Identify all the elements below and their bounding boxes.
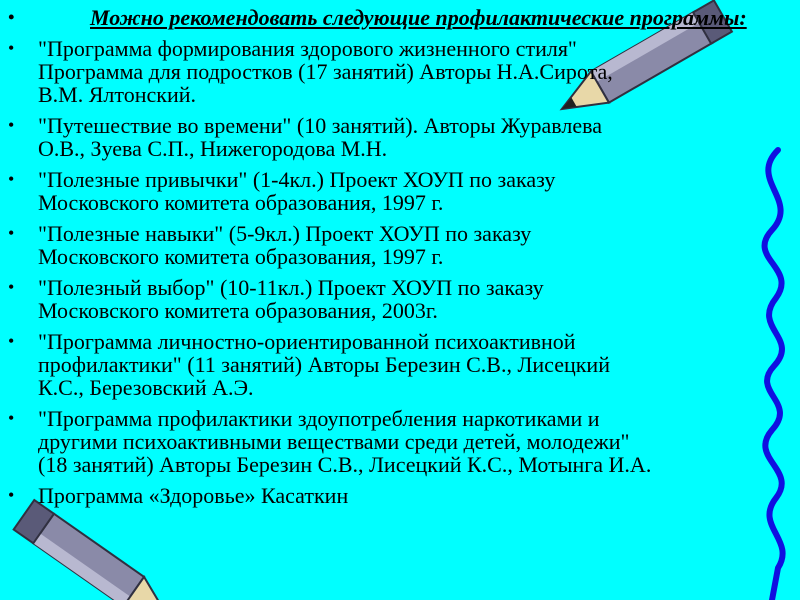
item-line: • Программа «Здоровье» Касаткин xyxy=(38,483,349,508)
item-line: К.С., Березовский А.Э. xyxy=(38,375,254,400)
list-item xyxy=(8,114,798,160)
item-line: (18 занятий) Авторы Березин С.В., Лисецкий К.С., Мотынга И.А. xyxy=(38,452,652,477)
item-line: Московского комитета образования, 2003г. xyxy=(38,298,438,323)
item-line: другими психоактивными веществами среди детей, молодежи" xyxy=(38,429,630,454)
list-item xyxy=(8,37,798,106)
item-line: • "Программа формирования здорового жизненного стиля" xyxy=(38,36,577,61)
list-item xyxy=(8,407,798,476)
list-item xyxy=(8,168,798,214)
list-item xyxy=(8,330,798,399)
item-line: Московского комитета образования, 1997 г. xyxy=(38,244,444,269)
item-line: • "Путешествие во времени" (10 занятий). Авторы Журавлева xyxy=(38,113,603,138)
list-item xyxy=(8,276,798,322)
slide-heading: • Можно рекомендовать следующие профилактические программы: xyxy=(8,6,798,29)
program-list xyxy=(8,6,798,515)
item-line: В.М. Ялтонский. xyxy=(38,82,196,107)
item-line: О.В., Зуева С.П., Нижегородова М.Н. xyxy=(38,136,388,161)
item-line: • "Полезные привычки" (1-4кл.) Проект ХОУП по заказу xyxy=(38,167,556,192)
item-line: Московского комитета образования, 1997 г. xyxy=(38,190,444,215)
item-line: • "Полезный выбор" (10-11кл.) Проект ХОУП по заказу xyxy=(38,275,544,300)
item-line: Программа для подростков (17 занятий) Авторы Н.А.Сирота, xyxy=(38,59,613,84)
item-line: • "Полезные навыки" (5-9кл.) Проект ХОУП по заказу xyxy=(38,221,532,246)
item-line: профилактики" (11 занятий) Авторы Березин С.В., Лисецкий xyxy=(38,352,610,377)
list-item xyxy=(8,222,798,268)
item-line: • "Программа личностно-ориентированной психоактивной xyxy=(38,329,576,354)
item-line: • "Программа профилактики здоупотребления наркотиками и xyxy=(38,406,600,431)
list-item xyxy=(8,484,798,507)
